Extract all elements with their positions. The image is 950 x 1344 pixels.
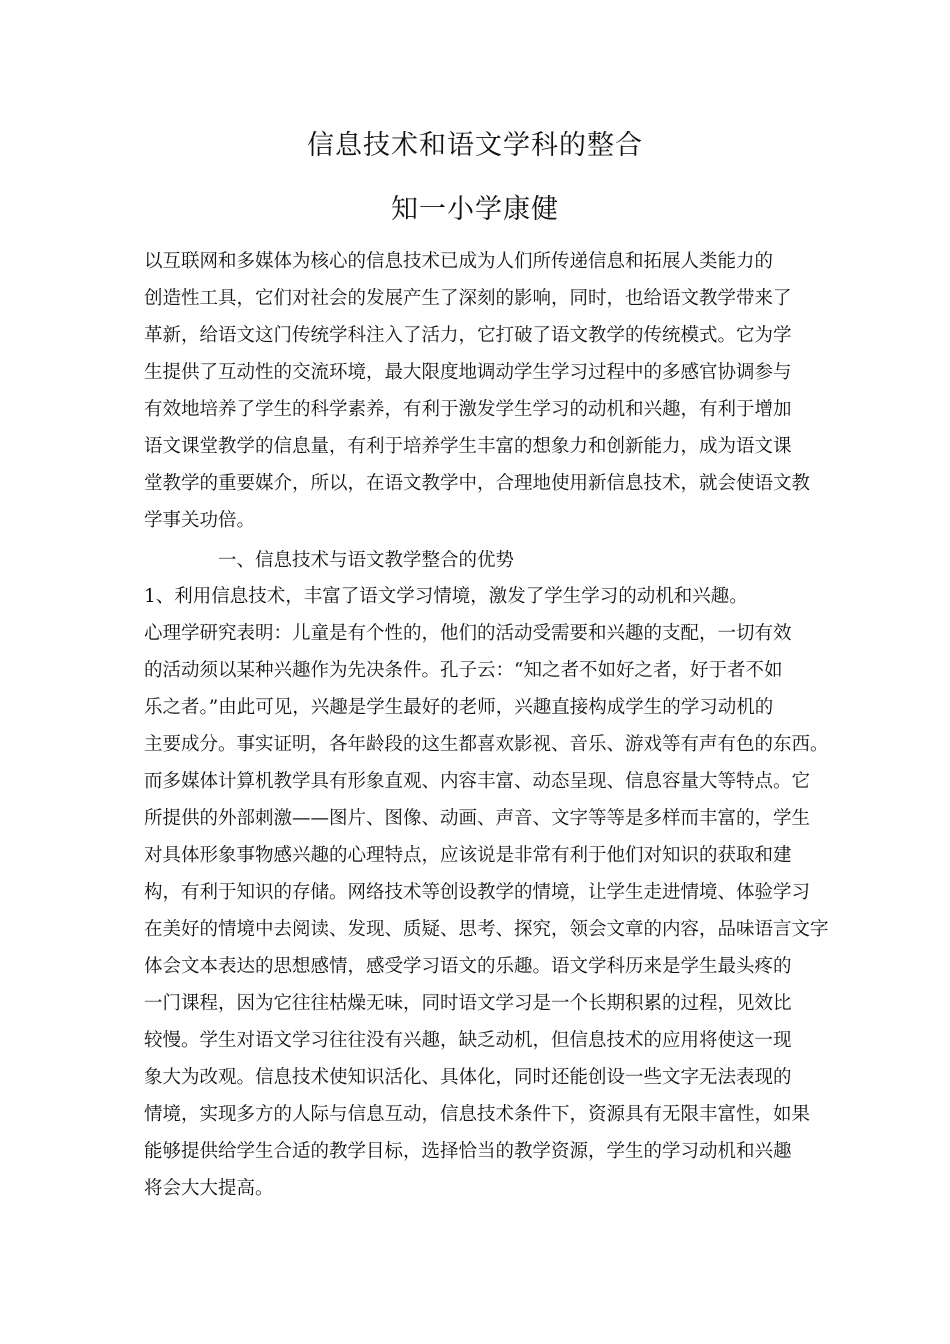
body-line: 一门课程，因为它往往枯燥无味，同时语文学习是一个长期积累的过程，见效比 — [144, 993, 792, 1014]
body-line: 情境，实现多方的人际与信息互动，信息技术条件下，资源具有无限丰富性，如果 — [144, 1104, 811, 1125]
body-line: 较慢。学生对语文学习往往没有兴趣，缺乏动机，但信息技术的应用将使这一现 — [144, 1030, 792, 1051]
subsection-heading: 1、利用信息技术，丰富了语文学习情境，激发了学生学习的动机和兴趣。 — [144, 586, 748, 607]
section-heading: 一、信息技术与语文教学整合的优势 — [218, 550, 515, 571]
body-line: 有效地培养了学生的科学素养，有利于激发学生学习的动机和兴趣，有利于增加 — [144, 399, 792, 420]
body-line: 对具体形象事物感兴趣的心理特点，应该说是非常有利于他们对知识的获取和建 — [144, 845, 792, 866]
body-line: 堂教学的重要媒介，所以，在语文教学中，合理地使用新信息技术，就会使语文教 — [144, 473, 811, 494]
body-line: 构，有利于知识的存储。网络技术等创设教学的情境，让学生走进情境、体验学习 — [144, 882, 811, 903]
body-line: 在美好的情境中去阅读、发现、质疑、思考、探究，领会文章的内容，品味语言文字 — [144, 919, 829, 940]
body-line: 所提供的外部刺激——图片、图像、动画、声音、文字等等是多样而丰富的，学生 — [144, 808, 811, 829]
body-line: 以互联网和多媒体为核心的信息技术已成为人们所传递信息和拓展人类能力的 — [144, 251, 774, 272]
body-line: 学事关功倍。 — [144, 510, 256, 531]
body-line: 乐之者。”由此可见，兴趣是学生最好的老师，兴趣直接构成学生的学习动机的 — [144, 697, 774, 718]
body-line: 革新，给语文这门传统学科注入了活力，它打破了语文教学的传统模式。它为学 — [144, 325, 792, 346]
body-line: 语文课堂教学的信息量，有利于培养学生丰富的想象力和创新能力，成为语文课 — [144, 436, 792, 457]
body-line: 创造性工具，它们对社会的发展产生了深刻的影响，同时，也给语文教学带来了 — [144, 288, 792, 309]
body-line: 而多媒体计算机教学具有形象直观、内容丰富、动态呈现、信息容量大等特点。它 — [144, 771, 811, 792]
body-line: 将会大大提高。 — [144, 1178, 274, 1199]
body-line: 主要成分。事实证明，各年龄段的这生都喜欢影视、音乐、游戏等有声有色的东西。 — [144, 734, 829, 755]
body-line: 体会文本表达的思想感情，感受学习语文的乐趣。语文学科历来是学生最头疼的 — [144, 956, 792, 977]
document-author: 知一小学康健 — [391, 194, 559, 225]
document-title: 信息技术和语文学科的整合 — [307, 130, 643, 161]
body-line: 的活动须以某种兴趣作为先决条件。孔子云：“知之者不如好之者，好于者不如 — [144, 660, 783, 681]
body-line: 象大为改观。信息技术使知识活化、具体化，同时还能创设一些文字无法表现的 — [144, 1067, 792, 1088]
body-line: 心理学研究表明：儿童是有个性的，他们的活动受需要和兴趣的支配，一切有效 — [144, 623, 792, 644]
body-line: 能够提供给学生合适的教学目标，选择恰当的教学资源，学生的学习动机和兴趣 — [144, 1141, 792, 1162]
body-line: 生提供了互动性的交流环境，最大限度地调动学生学习过程中的多感官协调参与 — [144, 362, 792, 383]
